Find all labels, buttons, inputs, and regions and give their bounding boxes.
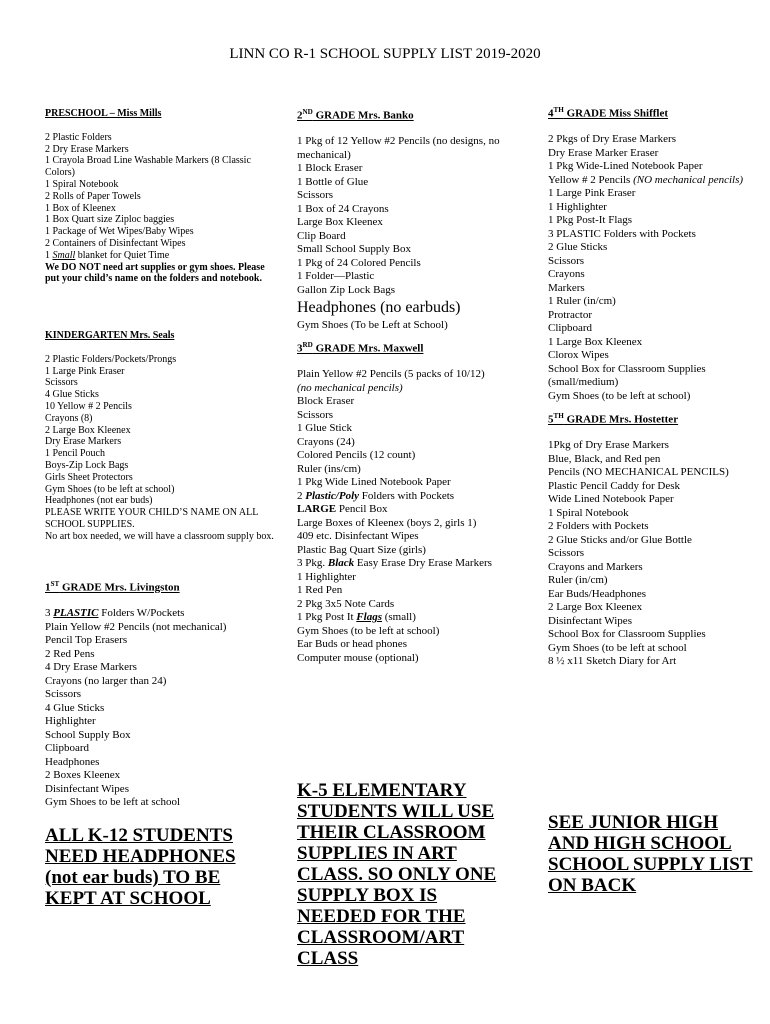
list-item: 8 ½ x11 Sketch Diary for Art: [548, 655, 677, 668]
list-item: Scissors: [548, 254, 585, 267]
list-item: Gym Shoes (to be left at school): [45, 483, 175, 495]
second-gym-item: Gym Shoes (To be Left at School): [297, 319, 448, 332]
markers-prefix: 3 Pkg.: [297, 557, 328, 570]
list-item: Blue, Black, and Red pen: [548, 452, 661, 465]
list-item: School Supply Box: [45, 728, 131, 741]
list-item: 2 Dry Erase Markers: [45, 143, 129, 155]
third-grade-section: [297, 339, 522, 665]
list-item: No art box needed, we will have a classroom supply box.: [45, 530, 274, 542]
list-item: 1 Spiral Notebook: [45, 178, 119, 190]
list-item: 1 Folder—Plastic: [297, 270, 375, 283]
third-pencils-note: (no mechanical pencils): [297, 381, 403, 394]
heading-suffix: ND: [302, 108, 313, 116]
fourth-list-a: [548, 133, 763, 174]
list-item: 1 Spiral Notebook: [548, 506, 629, 519]
list-item: Headphones: [45, 755, 100, 768]
blanket-prefix: 1: [45, 249, 53, 261]
pencils-prefix: Yellow # 2 Pencils: [548, 173, 634, 186]
third-folders-item: [297, 490, 522, 504]
list-item: Girls Sheet Protectors: [45, 471, 133, 483]
list-item: 2 Containers of Disinfectant Wipes: [45, 237, 186, 249]
folders-emphasis: PLASTIC: [53, 607, 99, 620]
second-grade-section: [297, 106, 522, 333]
list-item: 1 Red Pen: [297, 584, 343, 597]
list-item: Ear Buds/Headphones: [548, 587, 647, 600]
list-item: Protractor: [548, 308, 592, 321]
list-item: Crayons: [548, 268, 585, 281]
list-item: 1 Glue Stick: [297, 422, 352, 435]
list-item: Scissors: [45, 377, 78, 389]
fifth-grade-heading: [548, 410, 763, 427]
list-item: Pencil Top Erasers: [45, 634, 128, 647]
folders-suffix: Folders W/Pockets: [98, 607, 185, 620]
page-title: LINN CO R-1 SCHOOL SUPPLY LIST 2019-2020: [229, 46, 541, 62]
kindergarten-section: [45, 330, 280, 543]
list-item: Gym Shoes (to be left at school): [548, 389, 691, 402]
list-item: 1 Box Quart size Ziploc baggies: [45, 214, 175, 226]
list-item: Small School Supply Box: [297, 243, 411, 256]
first-grade-heading: [45, 578, 280, 595]
list-item: Headphones (not ear buds): [45, 495, 153, 507]
list-item: Pencils (NO MECHANICAL PENCILS): [548, 466, 729, 479]
third-list-a: [297, 395, 522, 490]
list-item: 1 Crayola Broad Line Washable Markers (8 Classic Colors): [45, 155, 251, 179]
folders-suffix: Folders with Pockets: [359, 489, 455, 502]
preschool-heading: PRESCHOOL – Miss Mills: [45, 108, 162, 119]
heading-number: 5: [548, 413, 554, 426]
list-item: 1 Pkg Post-It Flags: [548, 214, 633, 227]
list-item: 1 Large Box Kleenex: [548, 335, 643, 348]
list-item: Scissors: [297, 189, 334, 202]
list-item: Gym Shoes (to be left at school): [297, 624, 440, 637]
heading-teacher: GRADE Mrs. Hostetter: [563, 413, 679, 426]
list-item: 2 Pkgs of Dry Erase Markers: [548, 133, 676, 146]
list-item: 2 Red Pens: [45, 647, 95, 660]
list-item: 1 Box of 24 Crayons: [297, 202, 389, 215]
flags-emphasis: Flags: [356, 611, 382, 624]
kindergarten-heading: KINDERGARTEN Mrs. Seals: [45, 330, 175, 341]
list-item: Clorox Wipes: [548, 349, 609, 362]
markers-emphasis: Black: [327, 557, 355, 570]
list-item: 2 Glue Sticks and/or Glue Bottle: [548, 533, 692, 546]
heading-teacher: GRADE Mrs. Maxwell: [312, 342, 424, 355]
list-item: 1Pkg of Dry Erase Markers: [548, 439, 669, 452]
fifth-grade-section: [548, 410, 763, 669]
list-item: Scissors: [548, 547, 585, 560]
list-item: 1 Highlighter: [297, 570, 356, 583]
list-item: 1 Pkg Wide Lined Notebook Paper: [297, 476, 451, 489]
list-item: 2 Glue Sticks: [548, 241, 608, 254]
fourth-grade-heading: [548, 104, 763, 121]
list-item: 1 Package of Wet Wipes/Baby Wipes: [45, 226, 194, 238]
list-item: Ruler (ins/cm): [297, 462, 361, 475]
list-item: PLEASE WRITE YOUR CHILD’S NAME ON ALL SCHOOL SUPPLIES.: [45, 507, 258, 530]
list-item: Large Box Kleenex: [297, 216, 383, 229]
list-item: Disinfectant Wipes: [45, 782, 129, 795]
list-item: Highlighter: [45, 715, 96, 728]
list-item: 4 Glue Sticks: [45, 389, 99, 401]
heading-number: 2: [297, 109, 303, 122]
preschool-blanket-item: [45, 250, 280, 262]
list-item: 2 Boxes Kleenex: [45, 769, 121, 782]
third-pencils-item: Plain Yellow #2 Pencils (5 packs of 10/12): [297, 368, 485, 381]
list-item: 2 Rolls of Paper Towels: [45, 190, 141, 202]
list-item: 2 Plastic Folders: [45, 131, 112, 143]
list-item: 1 Ruler (in/cm): [548, 295, 616, 308]
preschool-list: [45, 132, 280, 250]
heading-suffix: TH: [553, 106, 564, 114]
list-item: 1 Pkg of 12 Yellow #2 Pencils (no designs, no mechanical): [297, 135, 500, 161]
folders-emphasis: Plastic/Poly: [305, 489, 360, 502]
third-list-c: [297, 571, 522, 612]
list-item: Plain Yellow #2 Pencils (not mechanical): [45, 620, 227, 633]
first-folders-item: [45, 607, 280, 621]
list-item: Clipboard: [45, 742, 89, 755]
second-headphones-item: Headphones (no earbuds): [297, 299, 461, 317]
list-item: 1 Pencil Pouch: [45, 448, 105, 460]
list-item: 1 Highlighter: [548, 200, 607, 213]
list-item: 1 Pkg of 24 Colored Pencils: [297, 256, 421, 269]
list-item: Scissors: [45, 688, 82, 701]
heading-suffix: TH: [553, 412, 564, 420]
second-grade-heading: [297, 106, 522, 123]
list-item: Ruler (in/cm): [548, 574, 608, 587]
third-grade-heading: [297, 339, 522, 356]
list-item: Ear Buds or head phones: [297, 638, 407, 651]
heading-number: 1: [45, 581, 51, 594]
markers-suffix: Easy Erase Dry Erase Markers: [354, 557, 492, 570]
list-item: 1 Pkg Wide-Lined Notebook Paper: [548, 160, 703, 173]
list-item: Colored Pencils (12 count): [297, 449, 416, 462]
list-item: Crayons and Markers: [548, 560, 643, 573]
list-item: Disinfectant Wipes: [548, 614, 632, 627]
list-item: 2 Pkg 3x5 Note Cards: [297, 597, 395, 610]
fourth-list-b: [548, 187, 763, 403]
folders-prefix: 2: [297, 489, 306, 502]
list-item: Computer mouse (optional): [297, 651, 419, 664]
list-item: 1 Bottle of Glue: [297, 175, 369, 188]
third-markers-item: [297, 557, 522, 571]
pencils-emphasis: (NO mechanical pencils): [633, 173, 744, 186]
blanket-suffix: blanket for Quiet Time: [75, 249, 170, 261]
fifth-grade-list: [548, 439, 763, 669]
list-item: School Box for Classroom Supplies: [548, 628, 706, 641]
list-item: 4 Glue Sticks: [45, 701, 105, 714]
list-item: Markers: [548, 281, 585, 294]
first-grade-section: [45, 578, 280, 810]
list-item: School Box for Classroom Supplies (small/medium): [548, 362, 706, 389]
headphones-notice: ALL K-12 STUDENTS NEED HEADPHONES (not ear buds) TO BE KEPT AT SCHOOL: [45, 825, 236, 909]
first-grade-list: [45, 621, 280, 810]
list-item: 1 Block Eraser: [297, 162, 363, 175]
flags-suffix: (small): [381, 611, 416, 624]
elementary-notice: K-5 ELEMENTARY STUDENTS WILL USE THEIR CLASSROOM SUPPLIES IN ART CLASS. SO ONLY ONE SUPPLY BOX IS NEEDED FOR THE CLASSROOM/ART CLASS: [297, 780, 497, 969]
heading-teacher: GRADE Mrs. Livingston: [59, 581, 180, 594]
list-item: 10 Yellow # 2 Pencils: [45, 400, 132, 412]
list-item: 409 etc. Disinfectant Wipes: [297, 530, 419, 543]
pencilbox-suffix: Pencil Box: [336, 503, 388, 516]
blanket-emphasis: Small: [52, 249, 76, 261]
list-item: Large Boxes of Kleenex (boys 2, girls 1): [297, 516, 477, 529]
heading-suffix: RD: [302, 341, 313, 349]
list-item: 1 Large Pink Eraser: [45, 365, 125, 377]
heading-teacher: GRADE Mrs. Banko: [312, 109, 414, 122]
fourth-grade-section: [548, 104, 763, 403]
flags-prefix: 1 Pkg Post It: [297, 611, 357, 624]
list-item: 1 Large Pink Eraser: [548, 187, 636, 200]
list-item: Gallon Zip Lock Bags: [297, 283, 396, 296]
list-item: 2 Large Box Kleenex: [45, 424, 131, 436]
heading-suffix: ST: [50, 580, 60, 588]
list-item: Clip Board: [297, 229, 346, 242]
list-item: Crayons (no larger than 24): [45, 674, 167, 687]
preschool-note: We DO NOT need art supplies or gym shoes. Please put your child’s name on the folders and notebook.: [45, 261, 265, 285]
list-item: 2 Large Box Kleenex: [548, 601, 643, 614]
list-item: Plastic Pencil Caddy for Desk: [548, 479, 680, 492]
list-item: Wide Lined Notebook Paper: [548, 493, 674, 506]
list-item: Dry Erase Markers: [45, 436, 122, 448]
pencilbox-emphasis: LARGE: [297, 503, 337, 516]
heading-number: 3: [297, 342, 303, 355]
fourth-pencils-item: [548, 174, 763, 188]
third-list-b: [297, 517, 522, 558]
list-item: 4 Dry Erase Markers: [45, 661, 137, 674]
folders-prefix: 3: [45, 607, 54, 620]
list-item: 2 Plastic Folders/Pockets/Prongs: [45, 353, 177, 365]
list-item: 1 Box of Kleenex: [45, 202, 116, 214]
preschool-section: [45, 108, 280, 285]
list-item: 3 PLASTIC Folders with Pockets: [548, 227, 696, 240]
list-item: Dry Erase Marker Eraser: [548, 146, 659, 159]
list-item: Crayons (8): [45, 412, 93, 424]
list-item: Plastic Bag Quart Size (girls): [297, 543, 426, 556]
third-pencilbox-item: [297, 503, 522, 517]
third-list-d: [297, 625, 522, 666]
list-item: Clipboard: [548, 322, 592, 335]
list-item: 2 Folders with Pockets: [548, 520, 649, 533]
heading-teacher: GRADE Miss Shifflet: [563, 107, 669, 120]
list-item: Scissors: [297, 408, 334, 421]
list-item: Block Eraser: [297, 395, 355, 408]
list-item: Boys-Zip Lock Bags: [45, 459, 129, 471]
list-item: Gym Shoes to be left at school: [45, 796, 181, 809]
list-item: Crayons (24): [297, 435, 355, 448]
third-flags-item: [297, 611, 522, 625]
second-grade-list: [297, 135, 522, 297]
list-item: Gym Shoes (to be left at school: [548, 641, 687, 654]
heading-number: 4: [548, 107, 554, 120]
junior-high-notice: SEE JUNIOR HIGH AND HIGH SCHOOL SCHOOL SUPPLY LIST ON BACK: [548, 812, 753, 896]
kindergarten-list: [45, 354, 280, 543]
